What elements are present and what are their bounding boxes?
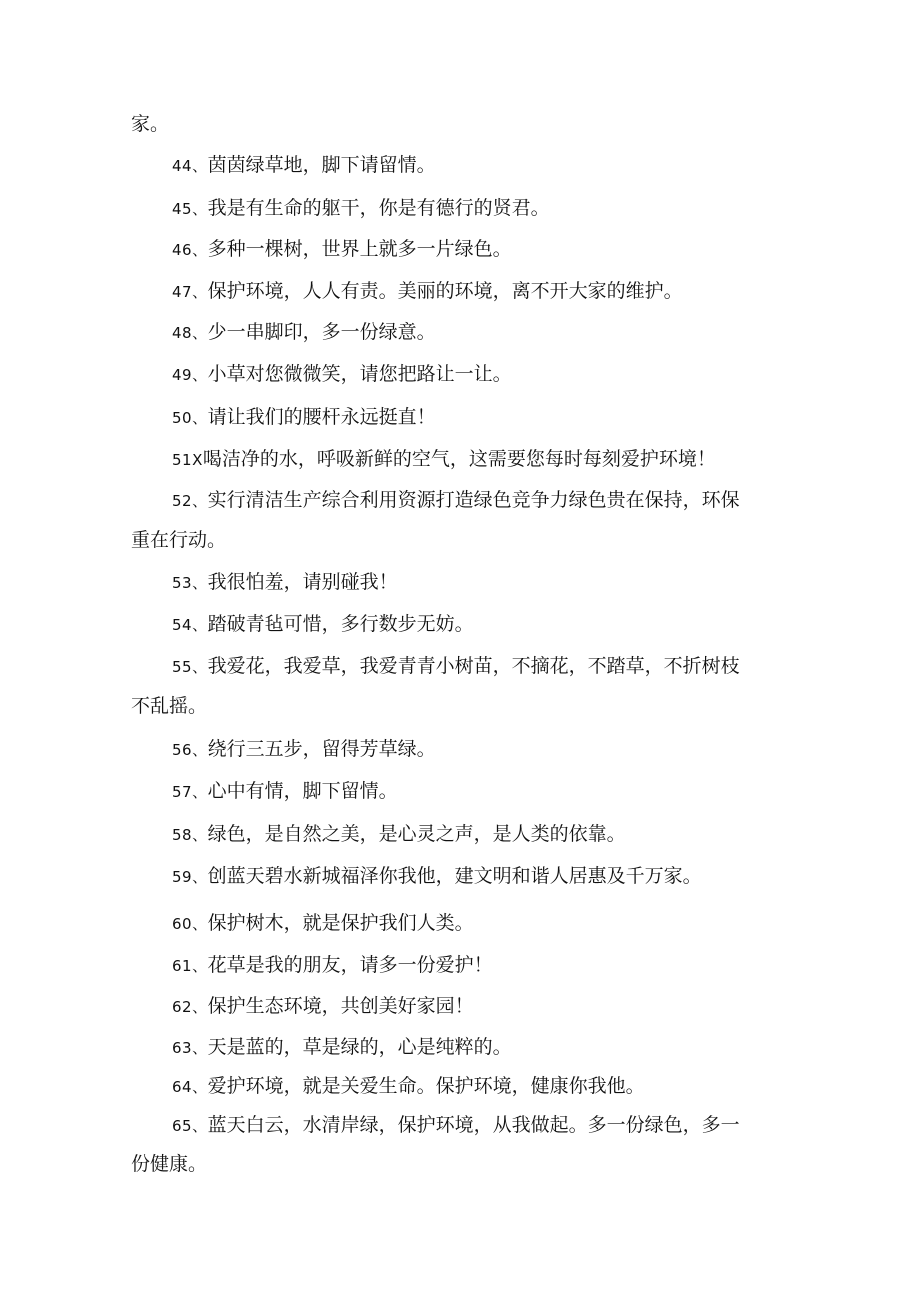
line-text: 爱护环境，就是关爱生命。保护环境，健康你我他。	[207, 1075, 645, 1097]
line-number: 63、	[172, 1039, 208, 1057]
line-number: 65、	[172, 1117, 208, 1135]
line-number: 48、	[172, 324, 208, 342]
line-number: 45、	[172, 200, 208, 218]
text-line	[172, 447, 716, 472]
text-line	[131, 1152, 207, 1176]
line-text: 重在行动。	[131, 529, 227, 551]
line-text: 份健康。	[131, 1153, 208, 1175]
text-line	[172, 737, 436, 762]
text-line	[131, 694, 207, 718]
line-text: 保护环境，人人有责。美丽的环境，离不开大家的维护。	[207, 280, 683, 302]
line-text: 花草是我的朋友，请多一份爱护！	[207, 954, 493, 976]
line-text: 天是蓝的，草是绿的，心是纯粹的。	[207, 1036, 512, 1058]
line-number: 49、	[172, 366, 208, 384]
text-line	[172, 953, 493, 978]
line-text: 蓝天白云，水清岸绿，保护环境，从我做起。多一份绿色，多一	[207, 1114, 740, 1136]
line-number: 54、	[172, 616, 208, 634]
line-text: 少一串脚印，多一份绿意。	[207, 321, 436, 343]
text-line	[172, 320, 436, 345]
line-text: 多种一棵树，世界上就多一片绿色。	[207, 238, 512, 260]
text-line	[172, 153, 436, 178]
text-line	[172, 864, 702, 889]
text-line	[172, 196, 550, 221]
line-text: 创蓝天碧水新城福泽你我他，建文明和谐人居惠及千万家。	[207, 865, 702, 887]
line-text: 不乱摇。	[131, 695, 208, 717]
line-number: 56、	[172, 741, 208, 759]
line-number: 59、	[172, 868, 208, 886]
text-line	[172, 1035, 512, 1060]
line-text: 家。	[131, 113, 170, 135]
line-number: 64、	[172, 1078, 208, 1096]
line-text: 实行清洁生产综合利用资源打造绿色竞争力绿色贵在保持，环保	[207, 489, 740, 511]
line-number: 46、	[172, 241, 208, 259]
line-number: 58、	[172, 826, 208, 844]
line-text: 茵茵绿草地，脚下请留情。	[207, 154, 436, 176]
line-number: 44、	[172, 157, 208, 175]
text-line	[172, 362, 512, 387]
line-number: 55、	[172, 658, 208, 676]
line-number: 62、	[172, 998, 208, 1016]
line-number: 51X	[172, 451, 203, 469]
text-line	[172, 570, 398, 595]
line-text: 保护生态环境，共创美好家园！	[207, 995, 474, 1017]
text-line	[131, 528, 226, 552]
line-text: 保护树木，就是保护我们人类。	[207, 912, 474, 934]
line-text: 我很怕羞，请别碰我！	[207, 571, 398, 593]
text-line	[172, 1074, 645, 1099]
text-line	[172, 654, 740, 679]
text-line	[172, 822, 626, 847]
line-number: 50、	[172, 409, 208, 427]
line-text: 绕行三五步，留得芳草绿。	[207, 738, 436, 760]
line-text: 请让我们的腰杆永远挺直！	[207, 406, 436, 428]
text-line	[172, 1113, 740, 1138]
text-line	[172, 488, 740, 513]
line-text: 心中有情，脚下留情。	[207, 780, 398, 802]
line-number: 60、	[172, 915, 208, 933]
line-text: 喝洁净的水，呼吸新鲜的空气，这需要您每时每刻爱护环境！	[202, 448, 716, 470]
text-line	[172, 279, 683, 304]
line-text: 小草对您微微笑，请您把路让一让。	[207, 363, 512, 385]
text-line	[172, 237, 512, 262]
line-number: 57、	[172, 783, 208, 801]
line-number: 52、	[172, 492, 208, 510]
line-number: 47、	[172, 283, 208, 301]
text-line	[172, 405, 436, 430]
line-text: 我爱花，我爱草，我爱青青小树苗，不摘花，不踏草，不折树枝	[207, 655, 740, 677]
text-line	[172, 779, 398, 804]
text-line	[172, 911, 474, 936]
text-line	[131, 112, 169, 136]
line-text: 绿色，是自然之美，是心灵之声，是人类的依靠。	[207, 823, 626, 845]
text-line	[172, 612, 474, 637]
line-number: 61、	[172, 957, 208, 975]
line-text: 踏破青毡可惜，多行数步无妨。	[207, 613, 474, 635]
line-number: 53、	[172, 574, 208, 592]
line-text: 我是有生命的躯干，你是有德行的贤君。	[207, 197, 550, 219]
text-line	[172, 994, 474, 1019]
